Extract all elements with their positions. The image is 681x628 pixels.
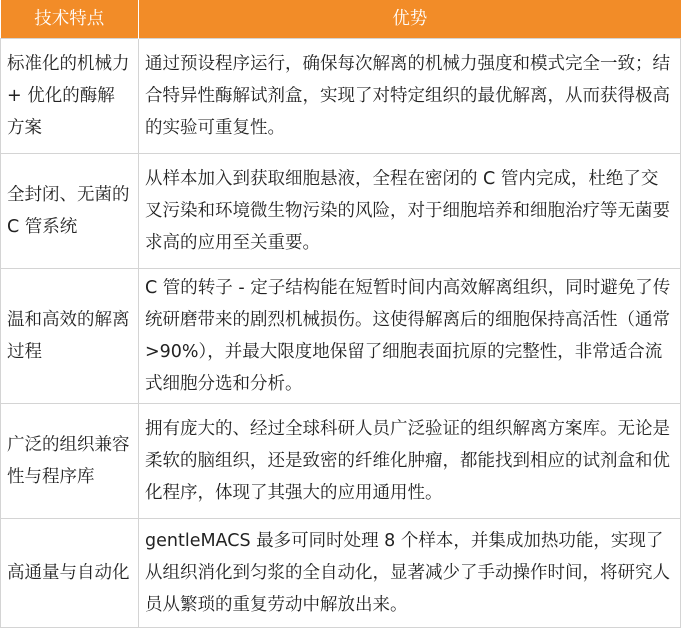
feature-cell: 广泛的组织兼容性与程序库	[1, 404, 139, 519]
table-row	[1, 404, 681, 519]
advantage-cell: 从样本加入到获取细胞悬液，全程在密闭的 C 管内完成，杜绝了交叉污染和环境微生物污染的风险，对于细胞培养和细胞治疗等无菌要求高的应用至关重要。	[139, 154, 681, 269]
table-row	[1, 154, 681, 269]
feature-cell: 标准化的机械力 + 优化的酶解方案	[1, 39, 139, 154]
feature-cell: 全封闭、无菌的 C 管系统	[1, 154, 139, 269]
advantage-cell: gentleMACS 最多可同时处理 8 个样本，并集成加热功能，实现了从组织消化到匀浆的全自动化，显著减少了手动操作时间，将研究人员从繁琐的重复劳动中解放出来。	[139, 519, 681, 628]
table-header-row	[1, 0, 681, 39]
column-header-feature: 技术特点	[1, 0, 139, 39]
table-row	[1, 39, 681, 154]
feature-cell: 高通量与自动化	[1, 519, 139, 628]
advantage-cell: 拥有庞大的、经过全球科研人员广泛验证的组织解离方案库。无论是柔软的脑组织，还是致密的纤维化肿瘤，都能找到相应的试剂盒和优化程序，体现了其强大的应用通用性。	[139, 404, 681, 519]
table-row	[1, 519, 681, 628]
table-row	[1, 269, 681, 404]
feature-cell: 温和高效的解离过程	[1, 269, 139, 404]
column-header-advantage: 优势	[139, 0, 681, 39]
advantage-cell: 通过预设程序运行，确保每次解离的机械力强度和模式完全一致；结合特异性酶解试剂盒，实现了对特定组织的最优解离，从而获得极高的实验可重复性。	[139, 39, 681, 154]
advantage-cell: C 管的转子 - 定子结构能在短暂时间内高效解离组织，同时避免了传统研磨带来的剧烈机械损伤。这使得解离后的细胞保持高活性（通常>90%），并最大限度地保留了细胞表面抗原的完整性，非常适合流式细胞分选和分析。	[139, 269, 681, 404]
